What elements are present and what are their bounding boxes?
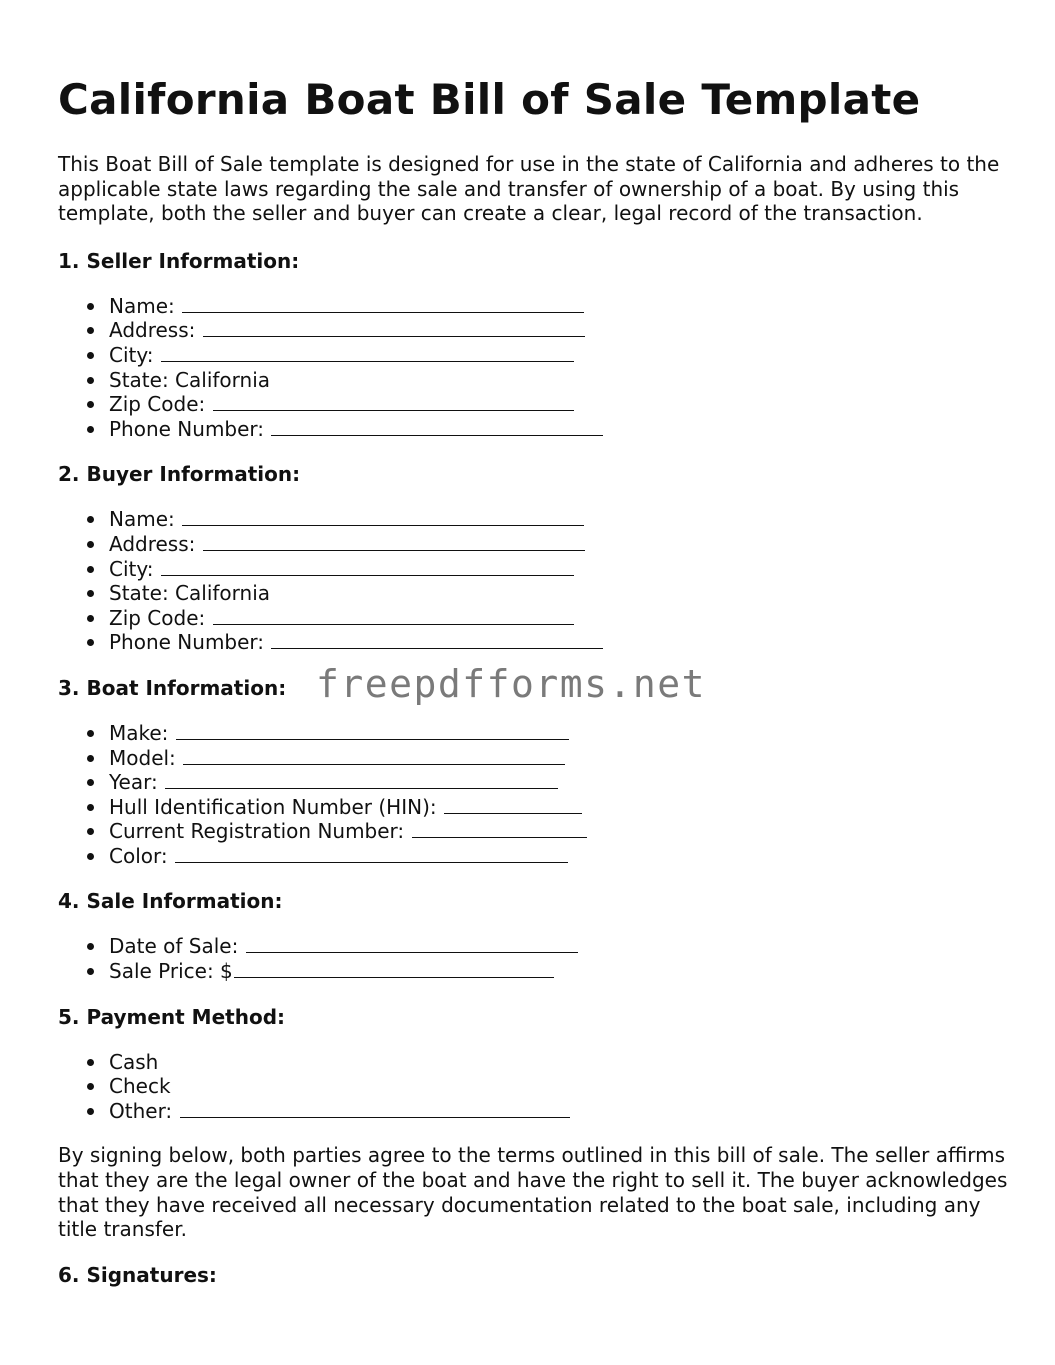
buyer-city-field (58, 557, 1018, 582)
agreement-paragraph: By signing below, both parties agree to the terms outlined in this bill of sale. The seller affirms that they are the legal owner of the boat and have the right to sell it. The buyer acknowledges that they have received all necessary documentation related to the boat sale, including any title transfer. (58, 1143, 1008, 1242)
field-label: Name: (109, 507, 175, 532)
boat-color-blank[interactable] (175, 848, 568, 863)
field-label: Address: (109, 318, 196, 343)
sale-price-blank[interactable] (234, 963, 554, 978)
sale-heading: 4. Sale Information: (58, 889, 283, 914)
buyer-phone-field (58, 630, 1018, 655)
field-label: Address: (109, 531, 196, 556)
field-label: Name: (109, 293, 175, 318)
payment-cash-option (58, 1050, 1018, 1075)
field-label: Model: (109, 745, 176, 770)
payment-options (58, 1050, 1018, 1124)
boat-color-field (58, 844, 1018, 869)
buyer-zip-field (58, 606, 1018, 631)
option-label: Cash (109, 1049, 159, 1074)
seller-heading: 1. Seller Information: (58, 248, 300, 273)
field-label: Zip Code: (109, 392, 206, 417)
seller-state-field (58, 368, 1018, 393)
boat-hin-field (58, 795, 1018, 820)
seller-zip-blank[interactable] (213, 396, 574, 411)
buyer-name-field (58, 507, 1018, 532)
option-label: Check (109, 1074, 171, 1099)
buyer-city-blank[interactable] (161, 561, 574, 576)
buyer-heading: 2. Buyer Information: (58, 462, 301, 487)
buyer-phone-blank[interactable] (271, 634, 603, 649)
field-label: Current Registration Number: (109, 819, 405, 844)
seller-address-field (58, 318, 1018, 343)
buyer-name-blank[interactable] (182, 511, 584, 526)
buyer-address-field (58, 532, 1018, 557)
sale-date-blank[interactable] (246, 938, 578, 953)
boat-year-field (58, 770, 1018, 795)
field-label: State: California (109, 367, 271, 392)
option-label: Other: (109, 1098, 173, 1123)
boat-heading: 3. Boat Information: (58, 675, 287, 700)
buyer-state-field (58, 581, 1018, 606)
field-label: Date of Sale: (109, 934, 239, 959)
field-label: Year: (109, 770, 158, 795)
field-label: Hull Identification Number (HIN): (109, 794, 437, 819)
sale-fields (58, 934, 1018, 983)
seller-name-field (58, 294, 1018, 319)
boat-model-field (58, 746, 1018, 771)
field-label: Make: (109, 720, 169, 745)
field-label: Zip Code: (109, 605, 206, 630)
signatures-heading: 6. Signatures: (58, 1262, 217, 1287)
boat-registration-blank[interactable] (412, 823, 587, 838)
field-label: State: California (109, 581, 271, 606)
field-label: City: (109, 556, 154, 581)
boat-model-blank[interactable] (183, 750, 565, 765)
boat-make-blank[interactable] (176, 725, 569, 740)
field-label: Sale Price: $ (109, 959, 233, 984)
payment-check-option (58, 1074, 1018, 1099)
seller-address-blank[interactable] (203, 322, 585, 337)
seller-zip-field (58, 392, 1018, 417)
boat-year-blank[interactable] (165, 774, 558, 789)
intro-paragraph: This Boat Bill of Sale template is designed for use in the state of California and adheres to the applicable state laws regarding the sale and transfer of ownership of a boat. By using this template, both the seller and buyer can create a clear, legal record of the transaction. (58, 152, 1000, 226)
seller-name-blank[interactable] (182, 298, 584, 313)
watermark-text: freepdfforms.net (316, 662, 707, 706)
buyer-zip-blank[interactable] (213, 610, 574, 625)
boat-registration-field (58, 819, 1018, 844)
document-title: California Boat Bill of Sale Template (58, 75, 921, 124)
seller-city-blank[interactable] (161, 347, 574, 362)
payment-other-option (58, 1099, 1018, 1124)
seller-fields (58, 294, 1018, 442)
field-label: Color: (109, 843, 168, 868)
sale-date-field (58, 934, 1018, 959)
buyer-address-blank[interactable] (203, 536, 585, 551)
boat-hin-blank[interactable] (444, 799, 582, 814)
seller-phone-field (58, 417, 1018, 442)
field-label: Phone Number: (109, 630, 265, 655)
buyer-fields (58, 507, 1018, 655)
payment-other-blank[interactable] (180, 1103, 570, 1118)
seller-city-field (58, 343, 1018, 368)
boat-fields (58, 721, 1018, 869)
field-label: City: (109, 342, 154, 367)
field-label: Phone Number: (109, 416, 265, 441)
seller-phone-blank[interactable] (271, 421, 603, 436)
sale-price-field (58, 959, 1018, 984)
payment-heading: 5. Payment Method: (58, 1004, 286, 1029)
boat-make-field (58, 721, 1018, 746)
